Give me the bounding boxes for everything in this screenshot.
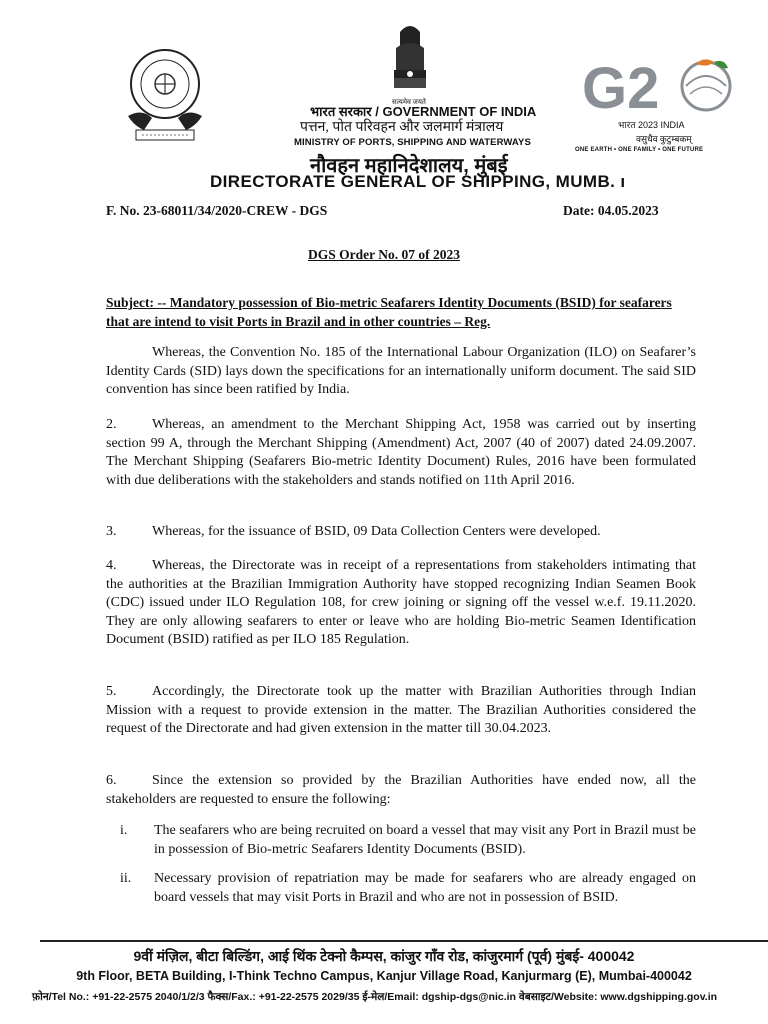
- directorate-english: DIRECTORATE GENERAL OF SHIPPING, MUMB. ı: [210, 172, 626, 191]
- national-emblem-icon: [390, 18, 430, 98]
- paragraph-2: [106, 416, 696, 490]
- list-item-text: The seafarers who are being recruited on board a vessel that may visit any Port in Brazil must be in possession of Bio-metric Seafarers Identity Documents (BSID).: [154, 823, 696, 857]
- paragraph-number: 3.: [106, 524, 117, 539]
- paragraph-text: Whereas, the Directorate was in receipt of a representations from stakeholders intimating that the authorities at the Brazilian Immigration Authority have stopped recognizing Indian Seamen Book (CDC) issued under ILO Regulation 108, for crew joining or signing off the vessel w.e.f. 19.11.2020. They are only allowing seafarers to enter or leave who are holding Bio-metric Seamen Identification Document (BSID) ratified as per ILO 185 Regulation.: [106, 558, 696, 647]
- g20-tagline-year: भारत 2023 INDIA: [618, 120, 685, 130]
- dgs-seal-icon: [122, 46, 208, 146]
- paragraph-4: [106, 557, 696, 650]
- order-date: Date: 04.05.2023: [563, 203, 659, 218]
- emblem-motto: सत्यमेव जयते: [392, 98, 426, 106]
- footer-address-english: 9th Floor, BETA Building, I-Think Techno Campus, Kanjur Village Road, Kanjurmarg (E), Mumbai-400042: [76, 969, 692, 983]
- list-item-text: Necessary provision of repatriation may be made for seafarers who are already engaged on board vessels that may visit Ports in Brazil and who are not in possession of BSID.: [154, 871, 696, 905]
- ministry-hindi: पत्तन, पोत परिवहन और जलमार्ग मंत्रालय: [300, 120, 504, 135]
- file-number: F. No. 23-68011/34/2020-CREW - DGS: [106, 203, 328, 218]
- paragraph-1: Whereas, the Convention No. 185 of the International Labour Organization (ILO) on Seafarer’s Identity Cards (SID) lays down the specifications for an internationally uniform document. The said SID convention has since been ratified by India.: [106, 345, 696, 397]
- paragraph-number: 4.: [106, 558, 117, 573]
- paragraph-3: [106, 523, 696, 542]
- g20-tagline-motto: वसुधैव कुटुम्बकम्: [636, 134, 692, 144]
- footer-contact-line: फ़ोन/Tel No.: +91-22-2575 2040/1/2/3 फैक्स/Fax.: +91-22-2575 2029/35 ई-मेल/Email: dgship-dgs@nic.in वेबसाइट/Website: www.dgshipping.gov.in: [32, 991, 718, 1003]
- footer-address-hindi: 9वीं मंज़िल, बीटा बिल्डिंग, आई थिंक टेक्नो कैम्पस, कांजुर गाँव रोड, कांजुरमार्ग (पूर्व) मुंबई- 400042: [133, 948, 635, 964]
- paragraph-5: [106, 683, 696, 739]
- g20-tagline-english: ONE EARTH • ONE FAMILY • ONE FUTURE: [575, 147, 704, 153]
- list-item-number: ii.: [120, 871, 132, 886]
- directorate-hindi: नौवहन महानिदेशालय, मुंबई: [310, 155, 508, 177]
- government-line: भारत सरकार / GOVERNMENT OF INDIA: [310, 104, 537, 119]
- paragraph-number: 2.: [106, 417, 117, 432]
- order-subject: Subject: -- Mandatory possession of Bio-metric Seafarers Identity Documents (BSID) for seafarers that are intend to visit Ports in Brazil and in other countries – Reg.: [106, 295, 672, 329]
- list-item: [120, 822, 696, 859]
- list-item-number: i.: [120, 823, 128, 838]
- paragraph-text: Whereas, an amendment to the Merchant Shipping Act, 1958 was carried out by inserting section 99 A, through the Merchant Shipping (Amendment) Act, 2007 (40 of 2007) dated 24.09.2007. The Merchant Shipping (Seafarers Bio-metric Identity Document) Rules, 2016 have been formulated with due deliberations with the stakeholders and stands notified on 11th April 2016.: [106, 417, 696, 488]
- paragraph-text: Whereas, for the issuance of BSID, 09 Data Collection Centers were developed.: [152, 524, 601, 539]
- paragraph-number: 5.: [106, 684, 117, 699]
- list-item: [120, 870, 696, 907]
- paragraph-6: [106, 772, 696, 809]
- paragraph-text: Since the extension so provided by the Brazilian Authorities have ended now, all the stakeholders are requested to ensure the following:: [106, 773, 696, 807]
- svg-text:G2: G2: [582, 56, 660, 116]
- paragraph-number: 6.: [106, 773, 117, 788]
- footer-divider: [40, 940, 768, 942]
- order-title: DGS Order No. 07 of 2023: [308, 247, 460, 262]
- paragraph-text: Accordingly, the Directorate took up the matter with Brazilian Authorities through Indian Mission with a request to provide extension in the matter. The Brazilian Authorities considered the request of the Directorate and had given extension in the matter till 30.04.2023.: [106, 684, 696, 736]
- ministry-english: MINISTRY OF PORTS, SHIPPING AND WATERWAYS: [294, 137, 531, 148]
